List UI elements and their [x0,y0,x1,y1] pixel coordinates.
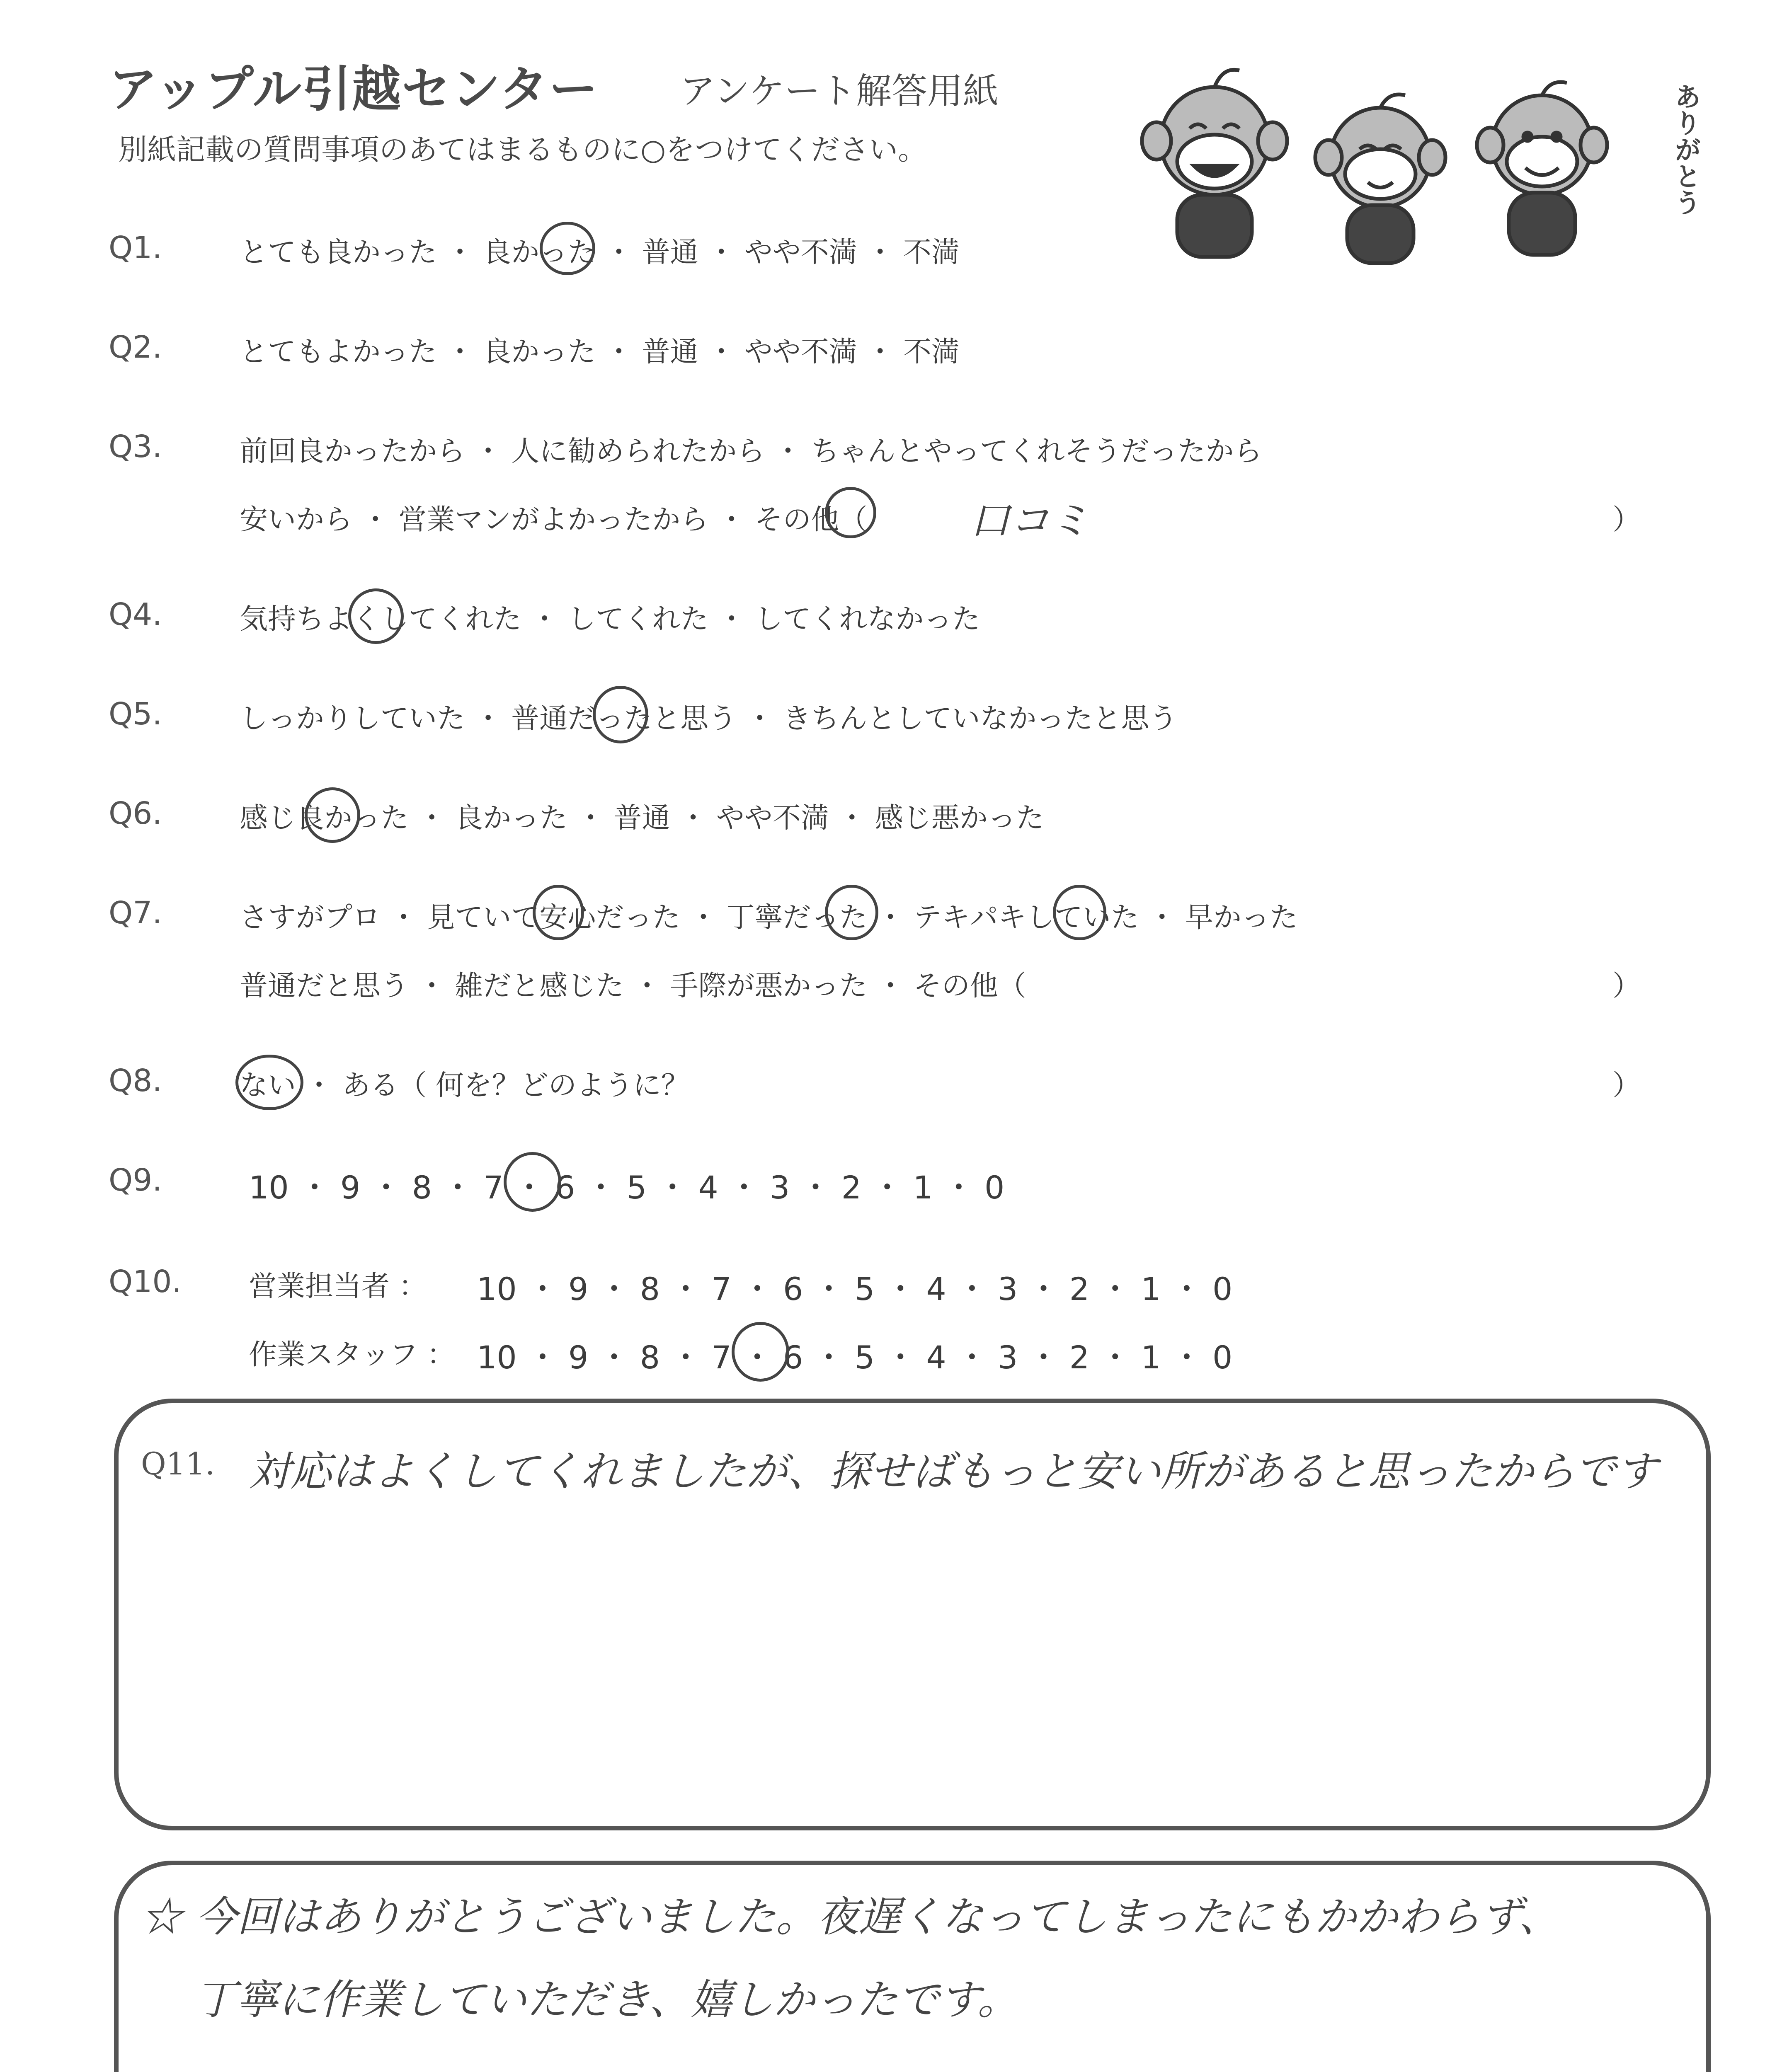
q4-options: 気持ちよくしてくれた ・ してくれた ・ してくれなかった [240,603,980,636]
q8-options: ない ・ ある（ 何を？どのように？ [240,1069,689,1102]
monkey-icon-happy [1477,82,1607,255]
q1-selection-circle [540,222,595,275]
q10-sales-label: 営業担当者 ： [249,1270,427,1303]
mascot-caption: ありがとう [1670,83,1701,215]
q8-selection-circle [235,1055,303,1110]
q5-options: しっかりしていた ・ 普通だったと思う ・ きちんとしていなかったと思う [240,702,1178,735]
monkey-mascots-illustration [1127,62,1708,278]
q3-other-answer: 口コミ [970,497,1089,544]
instruction-text: 別紙記載の質問事項のあてはまるものに○をつけてください。 [118,133,927,167]
q1-number: Q1. [109,230,162,266]
q7-close-paren: ） [1612,970,1641,1002]
q11-number: Q11. [141,1446,215,1482]
q8-number: Q8. [109,1063,162,1099]
comment-line-1: ☆ 今回はありがとうございました。夜遅くなってしまったにもかかわらず、 [141,1893,1560,1941]
q6-number: Q6. [109,796,162,831]
form-subtitle: アンケート解答用紙 [680,70,999,112]
q3-close-paren: ） [1612,503,1641,536]
q5-number: Q5. [109,696,162,732]
q9-selection-circle [504,1152,561,1212]
q7-options-line1: さすがプロ ・ 見ていて安心だった ・ 丁寧だった ・ テキパキしていた ・ 早かった [240,901,1298,934]
q3-selection-circle [825,487,876,538]
monkey-icon-laughing [1142,70,1287,257]
q7-options-line2: 普通だと思う ・ 雑だと感じた ・ 手際が悪かった ・ その他（ [240,970,1026,1002]
q10-staff-scale: 10 ・ 9 ・ 8 ・ 7 ・ 6 ・ 5 ・ 4 ・ 3 ・ 2 ・ 1 ・ 0 [477,1339,1233,1376]
q7-selection-circle-3 [1053,885,1106,940]
q10-staff-selection-circle [732,1322,789,1382]
q2-number: Q2. [109,329,162,365]
q10-staff-label: 作業スタッフ ： [249,1339,455,1371]
q7-number: Q7. [109,895,162,931]
q7-selection-circle-2 [825,885,878,940]
q5-selection-circle [593,686,648,743]
monkey-icon-smiling [1315,94,1445,263]
q9-scale: 10 ・ 9 ・ 8 ・ 7 ・ 6 ・ 5 ・ 4 ・ 3 ・ 2 ・ 1 ・ 0 [249,1169,1005,1206]
q10-number: Q10. [109,1264,182,1300]
q8-close-paren: ） [1612,1069,1641,1102]
q10-sales-scale: 10 ・ 9 ・ 8 ・ 7 ・ 6 ・ 5 ・ 4 ・ 3 ・ 2 ・ 1 ・ 0 [477,1271,1233,1307]
comment-line-2: 丁寧に作業していただき、嬉しかったです。 [195,1975,1019,2024]
q2-options: とてもよかった ・ 良かった ・ 普通 ・ やや不満 ・ 不満 [240,336,960,368]
q6-options: 感じ良かった ・ 良かった ・ 普通 ・ やや不満 ・ 感じ悪かった [240,802,1044,835]
q11-answer: 対応はよくしてくれましたが、探せばもっと安い所があると思ったからです [249,1447,1658,1496]
q3-options-line1: 前回良かったから ・ 人に勧められたから ・ ちゃんとやってくれそうだったから [240,435,1262,468]
q4-selection-circle [348,588,404,644]
q6-selection-circle [305,787,360,843]
q3-number: Q3. [109,429,162,465]
q9-number: Q9. [109,1162,162,1198]
form-title: アップル引越センター [109,61,599,118]
q1-options: とても良かった ・ 良かった ・ 普通 ・ やや不満 ・ 不満 [240,236,960,269]
q3-options-line2: 安いから ・ 営業マンがよかったから ・ その他（ [240,503,868,536]
q4-number: Q4. [109,597,162,632]
q7-selection-circle-1 [533,885,584,940]
